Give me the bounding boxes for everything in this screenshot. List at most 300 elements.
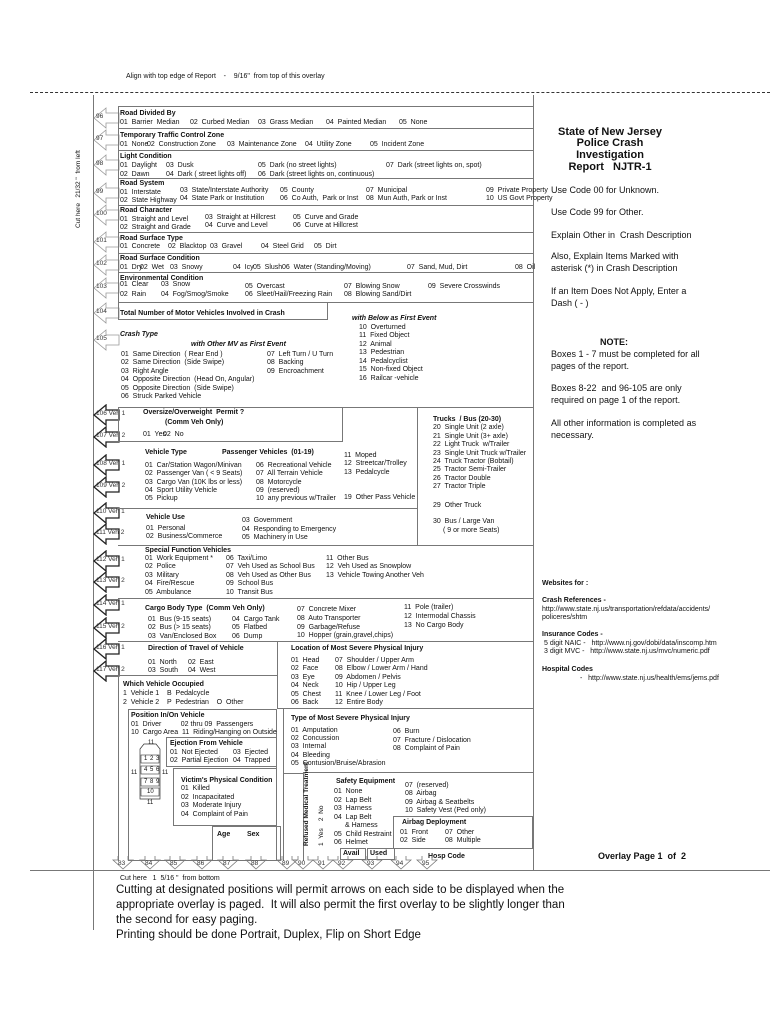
- option: 12 Entire Body: [335, 699, 383, 706]
- down-arrow-field-marker: [338, 860, 345, 867]
- footer-instruction: the second for easy paging.: [116, 914, 258, 926]
- left-arrow-field-marker: [96, 529, 124, 536]
- option: 08 Auto Transporter: [297, 615, 361, 622]
- field-number: 112 Veh 1: [96, 556, 125, 563]
- field-number: 116 Veh 1: [96, 644, 125, 651]
- label-age: Age: [217, 831, 231, 838]
- left-arrow-field-marker: [96, 577, 125, 584]
- seat-number: 2: [150, 756, 154, 762]
- refused-title: Refused Medical Treatment: [303, 761, 310, 846]
- option: 04 Curve and Level: [205, 222, 268, 229]
- bottom-cut-line: [30, 870, 770, 871]
- section-title: Road System: [120, 180, 165, 187]
- option: 04 Dark ( street lights off): [166, 171, 247, 178]
- option: 07 Left Turn / U Turn: [267, 351, 334, 358]
- option: 03 Snow: [161, 281, 191, 288]
- option: 10 Cargo Area 11 Riding/Hanging on Outside: [131, 729, 277, 736]
- divider: [118, 128, 533, 129]
- section-title: Position In/On Vehicle: [131, 712, 205, 719]
- option: 13 No Cargo Body: [404, 622, 464, 629]
- note-heading: NOTE:: [600, 337, 628, 347]
- option: 08 Oil: [515, 264, 536, 271]
- option: 12 Animal: [359, 341, 392, 348]
- option: 06 Curve at Hillcrest: [293, 222, 358, 229]
- field-number: 114 Veh 1: [96, 600, 125, 607]
- option: 04 State Park or Institution: [180, 195, 265, 202]
- section-title: Victim's Physical Condition: [181, 777, 273, 784]
- section-title: Cargo Body Type (Comm Veh Only): [145, 605, 265, 612]
- option: 03 Harness: [334, 805, 372, 812]
- option: 02 Construction Zone: [147, 141, 216, 148]
- field-number: 109 Veh 2: [96, 482, 126, 489]
- option: 07 Dark (street lights on, spot): [386, 162, 482, 169]
- option: 01 Car/Station Wagon/Minivan: [145, 462, 242, 469]
- field-number: 88: [251, 860, 259, 867]
- divider: [118, 205, 533, 206]
- option: 02 Police: [145, 563, 176, 570]
- divider: [118, 232, 533, 233]
- cut-dashed-line: [30, 92, 770, 93]
- subheading: (Comm Veh Only): [165, 419, 224, 426]
- websites-heading: Websites for :: [542, 580, 589, 587]
- option: 02 Incapacitated: [181, 794, 235, 801]
- align-note: Align with top edge of Report - 9/16" from top of this overlay: [126, 73, 325, 80]
- field-number: 101: [96, 237, 107, 244]
- option: 08 Motorcycle: [256, 479, 302, 486]
- option: 05 Pickup: [145, 495, 178, 502]
- insurance-codes-label: Insurance Codes -: [542, 631, 603, 638]
- instruction-note: Use Code 99 for Other.: [551, 207, 644, 217]
- instruction-note: Dash ( - ): [551, 298, 589, 308]
- option: 01 North: [148, 659, 177, 666]
- option: 07 Blowing Snow: [344, 283, 400, 290]
- label-sex: Sex: [247, 831, 260, 838]
- option: 03 Government: [242, 517, 293, 524]
- option: 03 South: [148, 667, 178, 674]
- report-title: State of New Jersey: [558, 126, 662, 138]
- option: 02 East: [188, 659, 214, 666]
- option: 03 Gravel: [210, 243, 243, 250]
- field-number: 105: [96, 335, 107, 342]
- down-arrow-field-marker: [145, 860, 152, 867]
- option: 01 Front: [400, 829, 429, 836]
- left-arrow-field-marker: [96, 188, 103, 195]
- divider: [118, 150, 533, 151]
- option: 06 Burn: [393, 728, 420, 735]
- divider: [118, 545, 533, 546]
- field-number: 108 Veh 1: [96, 460, 126, 467]
- option: 04 Utility Zone: [305, 141, 352, 148]
- option: 02 Wet: [140, 264, 164, 271]
- option: 11 Pole (trailer): [404, 604, 454, 611]
- down-arrow-field-marker: [396, 860, 403, 867]
- cut-bottom-note: Cut here 1 5/16 " from bottom: [120, 875, 220, 882]
- option: 03 Maintenance Zone: [227, 141, 297, 148]
- instruction-note: Explain Other in Crash Description: [551, 230, 692, 240]
- option: 09 Private Property: [486, 187, 548, 194]
- left-arrow-field-marker: [96, 335, 107, 342]
- option: 05 None: [399, 119, 428, 126]
- field-number: 84: [145, 860, 153, 867]
- option: 12 Veh Used as Snowplow: [326, 563, 412, 570]
- field-number: 107 Veh 2: [96, 432, 126, 439]
- option: 21 Single Unit (3+ axle): [433, 433, 508, 440]
- left-arrow-field-marker: [96, 460, 125, 467]
- option: 03 Dusk: [166, 162, 194, 169]
- option: 07 Municipal: [366, 187, 408, 194]
- option: 02 Passenger Van ( < 9 Seats): [145, 470, 243, 477]
- section-title: Vehicle Type: [145, 449, 187, 456]
- left-arrow-field-marker: [96, 556, 125, 563]
- option: 05 Ambulance: [145, 589, 192, 596]
- option: 08 Veh Used as Other Bus: [226, 572, 311, 579]
- option: 09 (reserved): [256, 487, 300, 494]
- seat-number: 4: [144, 767, 148, 773]
- option: 01 Bus (9-15 seats): [148, 616, 212, 623]
- option: 05 Dirt: [314, 243, 337, 250]
- option: 11 Fixed Object: [359, 332, 410, 339]
- left-arrow-field-marker: [96, 666, 125, 673]
- option: 03 Grass Median: [258, 119, 314, 126]
- option: 02 Same Direction (Side Swipe): [121, 359, 225, 366]
- option: 19 Other Pass Vehicle: [344, 494, 416, 501]
- section-title: Safety Equipment: [336, 778, 396, 785]
- option: 10 Safety Vest (Ped only): [405, 807, 486, 814]
- field-number: 94: [396, 860, 404, 867]
- down-arrow-field-marker: [422, 860, 429, 867]
- divider: [283, 708, 284, 861]
- divider: [118, 675, 277, 676]
- seat-number: 7: [144, 779, 148, 785]
- option: 05 Contusion/Bruise/Abrasion: [291, 760, 386, 767]
- divider: [118, 675, 119, 861]
- label-avail: Avail: [343, 850, 360, 857]
- note-line: pages of the report.: [551, 361, 630, 371]
- section-title: Type of Most Severe Physical Injury: [291, 715, 410, 722]
- option: 03 Van/Enclosed Box: [148, 633, 217, 640]
- seat-number: 9: [156, 779, 160, 785]
- section-title: Total Number of Motor Vehicles Involved in Crash: [120, 310, 285, 317]
- option: 02 Curbed Median: [190, 119, 250, 126]
- left-arrow-field-marker: [96, 600, 125, 607]
- crash-references-url: policeres/shtm: [542, 614, 588, 621]
- option: 04 Lap Belt: [334, 814, 372, 821]
- option: 22 Light Truck w/Trailer: [433, 441, 510, 448]
- option: 12 Streetcar/Trolley: [344, 460, 407, 467]
- option: 04 West: [188, 667, 216, 674]
- option: 03 Cargo Van (10K lbs or less): [145, 479, 243, 486]
- option: 05 Machinery in Use: [242, 534, 308, 541]
- option: 14 Pedalcyclist: [359, 358, 408, 365]
- option: 15 Non-fixed Object: [359, 366, 423, 373]
- down-arrow-field-marker: [251, 860, 258, 867]
- option: 01 Yes: [143, 431, 166, 438]
- option: 02 State Highway: [120, 197, 177, 204]
- option: 03 Straight at Hillcrest: [205, 214, 276, 221]
- option: 01 None: [334, 788, 363, 795]
- option: 09 Airbag & Seatbelts: [405, 799, 475, 806]
- option: 10 any previous w/Trailer: [256, 495, 336, 502]
- option: 08 Backing: [267, 359, 304, 366]
- section-title: Ejection From Vehicle: [170, 740, 243, 747]
- option: 2 Vehicle 2 P Pedestrian O Other: [123, 699, 244, 706]
- down-arrow-field-marker: [318, 860, 325, 867]
- field-number: 113 Veh 2: [96, 577, 125, 584]
- option: 10 Transit Bus: [226, 589, 273, 596]
- section-title: Road Character: [120, 207, 173, 214]
- seat-number: 1: [144, 756, 148, 762]
- option: 1 Vehicle 1 B Pedalcycle: [123, 690, 210, 697]
- divider: [118, 178, 533, 179]
- option: 09 Abdomen / Pelvis: [335, 674, 401, 681]
- option: 05 Overcast: [245, 283, 285, 290]
- option: 03 Ejected: [233, 749, 269, 756]
- instruction-note: If an Item Does Not Apply, Enter a: [551, 286, 687, 296]
- option: 29 Other Truck: [433, 502, 482, 509]
- option: 04 Neck: [291, 682, 319, 689]
- option: 01 Interstate: [120, 189, 161, 196]
- option: 06 Struck Parked Vehicle: [121, 393, 202, 400]
- option: 04 Icy: [233, 264, 254, 271]
- field-number: 97: [96, 135, 104, 142]
- insurance-line: 5 digit NAIC - http://www.nj.gov/dobi/data/inscomp.htm: [544, 640, 717, 647]
- field-number: 106 Veh 1: [96, 410, 126, 417]
- option: 16 Railcar -vehicle: [359, 375, 419, 382]
- option: 05 Chest: [291, 691, 321, 698]
- option: 03 State/Interstate Authority: [180, 187, 269, 194]
- note-line: Boxes 8-22 and 96-105 are only: [551, 383, 682, 393]
- divider: [303, 772, 533, 773]
- section-title: Oversize/Overweight Permit ?: [143, 409, 245, 416]
- section-title: Road Divided By: [120, 110, 176, 117]
- option: 04 Responding to Emergency: [242, 526, 337, 533]
- field-number: 102: [96, 260, 107, 267]
- option: 13 Vehicle Towing Another Veh: [326, 572, 424, 579]
- field-number: 100: [96, 210, 107, 217]
- option: 05 Incident Zone: [370, 141, 425, 148]
- left-arrow-field-marker: [96, 283, 107, 290]
- left-arrow-field-marker: [96, 623, 125, 630]
- option: 06 Sleet/Hail/Freezing Rain: [245, 291, 333, 298]
- note-line: All other information is completed as: [551, 418, 697, 428]
- divider: [417, 407, 418, 545]
- hospital-codes-url: - http://www.state.nj.us/health/ems/jems.pdf: [580, 675, 719, 682]
- option: 12 Intermodal Chassis: [404, 613, 476, 620]
- option: 02 Dawn: [120, 171, 150, 178]
- footer-instruction: Printing should be done Portrait, Duplex, Flip on Short Edge: [116, 929, 421, 941]
- seat-number: 6: [156, 767, 160, 773]
- cut-left-note: Cut here 21/32 " from left: [75, 150, 82, 228]
- option: 03 Internal: [291, 743, 327, 750]
- divider: [283, 773, 303, 774]
- divider: [118, 508, 417, 509]
- option: 06 Back: [291, 699, 319, 706]
- label-used: Used: [370, 850, 388, 857]
- report-title: Investigation: [576, 149, 644, 161]
- option: 02 Face: [291, 665, 319, 672]
- option: 13 Pedestrian: [359, 349, 405, 356]
- option: 07 Other: [445, 829, 475, 836]
- option: 11 Knee / Lower Leg / Foot: [335, 691, 421, 698]
- option: 05 Child Restraint: [334, 831, 392, 838]
- option: 26 Tractor Double: [433, 475, 491, 482]
- field-number: 117 Veh 2: [96, 666, 125, 673]
- seat-number: 8: [150, 779, 154, 785]
- option: 03 Eye: [291, 674, 315, 681]
- option: 01 Driver 02 thru 09 Passengers: [131, 721, 254, 728]
- field-number: 104: [96, 308, 107, 315]
- down-arrow-field-marker: [197, 860, 204, 867]
- left-arrow-field-marker: [96, 113, 103, 120]
- option: 07 (reserved): [405, 782, 449, 789]
- option: 01 Head: [291, 657, 320, 664]
- option: 07 Veh Used as School Bus: [226, 563, 315, 570]
- option: 02 Straight and Grade: [120, 224, 191, 231]
- left-arrow-field-marker: [96, 260, 107, 267]
- field-number: 99: [96, 188, 104, 195]
- note-line: Boxes 1 - 7 must be completed for all: [551, 349, 700, 359]
- option: 03 Right Angle: [121, 368, 169, 375]
- field-number: 83: [118, 860, 126, 867]
- seat-number: 11: [131, 770, 138, 776]
- option: 04 Cargo Tank: [232, 616, 280, 623]
- section-title: Vehicle Use: [146, 514, 185, 521]
- option: 04 Painted Median: [326, 119, 387, 126]
- option: 27 Tractor Triple: [433, 483, 486, 490]
- option: 01 Work Equipment *: [145, 555, 213, 562]
- label-hosp-code: Hosp Code: [428, 853, 465, 860]
- field-number: 91: [318, 860, 326, 867]
- note-line: necessary.: [551, 430, 594, 440]
- option: 10 Hopper (grain,gravel,chips): [297, 632, 394, 639]
- option: 06 Helmet: [334, 839, 368, 846]
- option: 09 Garbage/Refuse: [297, 624, 361, 631]
- option: 02 Lap Belt: [334, 797, 372, 804]
- section-title: Direction of Travel of Vehicle: [148, 645, 244, 652]
- option: 08 Blowing Sand/Dirt: [344, 291, 412, 298]
- footer-instruction: appropriate overlay is paged. It will also permit the first overlay to be slightly longer than: [116, 899, 565, 911]
- option: 01 Killed: [181, 785, 210, 792]
- left-arrow-field-marker: [96, 237, 107, 244]
- field-number: 98: [96, 160, 104, 167]
- option: 04 Steel Grid: [261, 243, 304, 250]
- section-title: Temporary Traffic Control Zone: [120, 132, 225, 139]
- option: 07 All Terrain Vehicle: [256, 470, 323, 477]
- option: 06 Recreational Vehicle: [256, 462, 332, 469]
- field-number: 93: [367, 860, 375, 867]
- subheading: Passenger Vehicles (01-19): [222, 449, 314, 456]
- option: 01 Barrier Median: [120, 119, 180, 126]
- option: 05 Slush: [253, 264, 283, 271]
- divider: [118, 106, 119, 302]
- option: 10 US Govt Property: [486, 195, 553, 202]
- field-number: 115 Veh 2: [96, 623, 125, 630]
- option: 03 Snowy: [170, 264, 203, 271]
- footer-instruction: Cutting at designated positions will permit arrows on each side to be displayed when the: [116, 884, 565, 896]
- section-title: Airbag Deployment: [402, 819, 467, 826]
- field-number: 103: [96, 283, 107, 290]
- divider: [118, 641, 533, 642]
- option: 04 Complaint of Pain: [181, 811, 248, 818]
- option: 30 Bus / Large Van: [433, 518, 495, 525]
- option: 24 Truck Tractor (Bobtail): [433, 458, 514, 465]
- field-number: 86: [197, 860, 205, 867]
- section-title: Environmental Condition: [120, 275, 204, 282]
- down-arrow-field-marker: [223, 860, 230, 867]
- field-number: 89: [282, 860, 290, 867]
- option: 11 Other Bus: [326, 555, 369, 562]
- option: 10 Overturned: [359, 324, 406, 331]
- subheading: with Other MV as First Event: [191, 341, 286, 348]
- option: 07 Fracture / Dislocation: [393, 737, 471, 744]
- option: 01 Dry: [120, 264, 143, 271]
- option: 04 Sport Utility Vehicle: [145, 487, 217, 494]
- left-arrow-field-marker: [96, 508, 125, 515]
- option: 03 Military: [145, 572, 179, 579]
- option: 07 Sand, Mud, Dirt: [407, 264, 468, 271]
- option: 02 Rain: [120, 291, 147, 298]
- divider: [118, 598, 533, 599]
- divider: [118, 253, 533, 254]
- down-arrow-field-marker: [367, 860, 374, 867]
- left-arrow-field-marker: [96, 135, 103, 142]
- option: 02 No: [163, 431, 184, 438]
- option: 02 Blacktop: [168, 243, 207, 250]
- seat-number: 5: [150, 767, 154, 773]
- section-title: Special Function Vehicles: [145, 547, 231, 554]
- option: 02 Bus (> 15 seats): [148, 624, 211, 631]
- left-arrow-field-marker: [96, 210, 107, 217]
- option: 01 Not Ejected: [170, 749, 218, 756]
- overlay-page-label: Overlay Page 1 of 2: [598, 851, 687, 861]
- option: 04 Opposite Direction (Head On, Angular): [121, 376, 255, 383]
- option: 07 Shoulder / Upper Arm: [335, 657, 414, 664]
- field-number: 85: [170, 860, 178, 867]
- hospital-codes-label: Hospital Codes: [542, 666, 593, 673]
- section-title: Location of Most Severe Physical Injury: [291, 645, 424, 652]
- option: ( 9 or more Seats): [443, 527, 500, 534]
- option: 08 Multiple: [445, 837, 481, 844]
- option: & Harness: [345, 822, 378, 829]
- option: 09 Encroachment: [267, 368, 324, 375]
- option: 01 None: [120, 141, 149, 148]
- divider: [118, 272, 533, 273]
- field-number: 95: [422, 860, 430, 867]
- option: 08 Mun Auth, Park or Inst: [366, 195, 447, 202]
- section-title: Road Surface Type: [120, 235, 183, 242]
- left-arrow-field-marker: [96, 308, 107, 315]
- field-number: 96: [96, 113, 104, 120]
- field-number: 111 Veh 2: [96, 529, 125, 536]
- divider: [277, 708, 533, 709]
- left-arrow-field-marker: [96, 644, 125, 651]
- option: 08 Complaint of Pain: [393, 745, 460, 752]
- instruction-note: Also, Explain Items Marked with: [551, 251, 679, 261]
- option: 06 Water (Standing/Moving): [282, 264, 371, 271]
- divider: [118, 106, 533, 107]
- option: 20 Single Unit (2 axle): [433, 424, 504, 431]
- option: 06 Co Auth, Park or Inst: [280, 195, 359, 202]
- crash-references-label: Crash References -: [542, 597, 606, 604]
- section-title: Which Vehicle Occupied: [123, 681, 204, 688]
- option: 02 Partial Ejection: [170, 757, 229, 764]
- option: 02 Concussion: [291, 735, 340, 742]
- option: 01 Concrete: [120, 243, 161, 250]
- instruction-note: asterisk (*) in Crash Description: [551, 263, 678, 273]
- field-number: 87: [223, 860, 231, 867]
- section-title: Crash Type: [120, 331, 158, 338]
- down-arrow-field-marker: [282, 860, 289, 867]
